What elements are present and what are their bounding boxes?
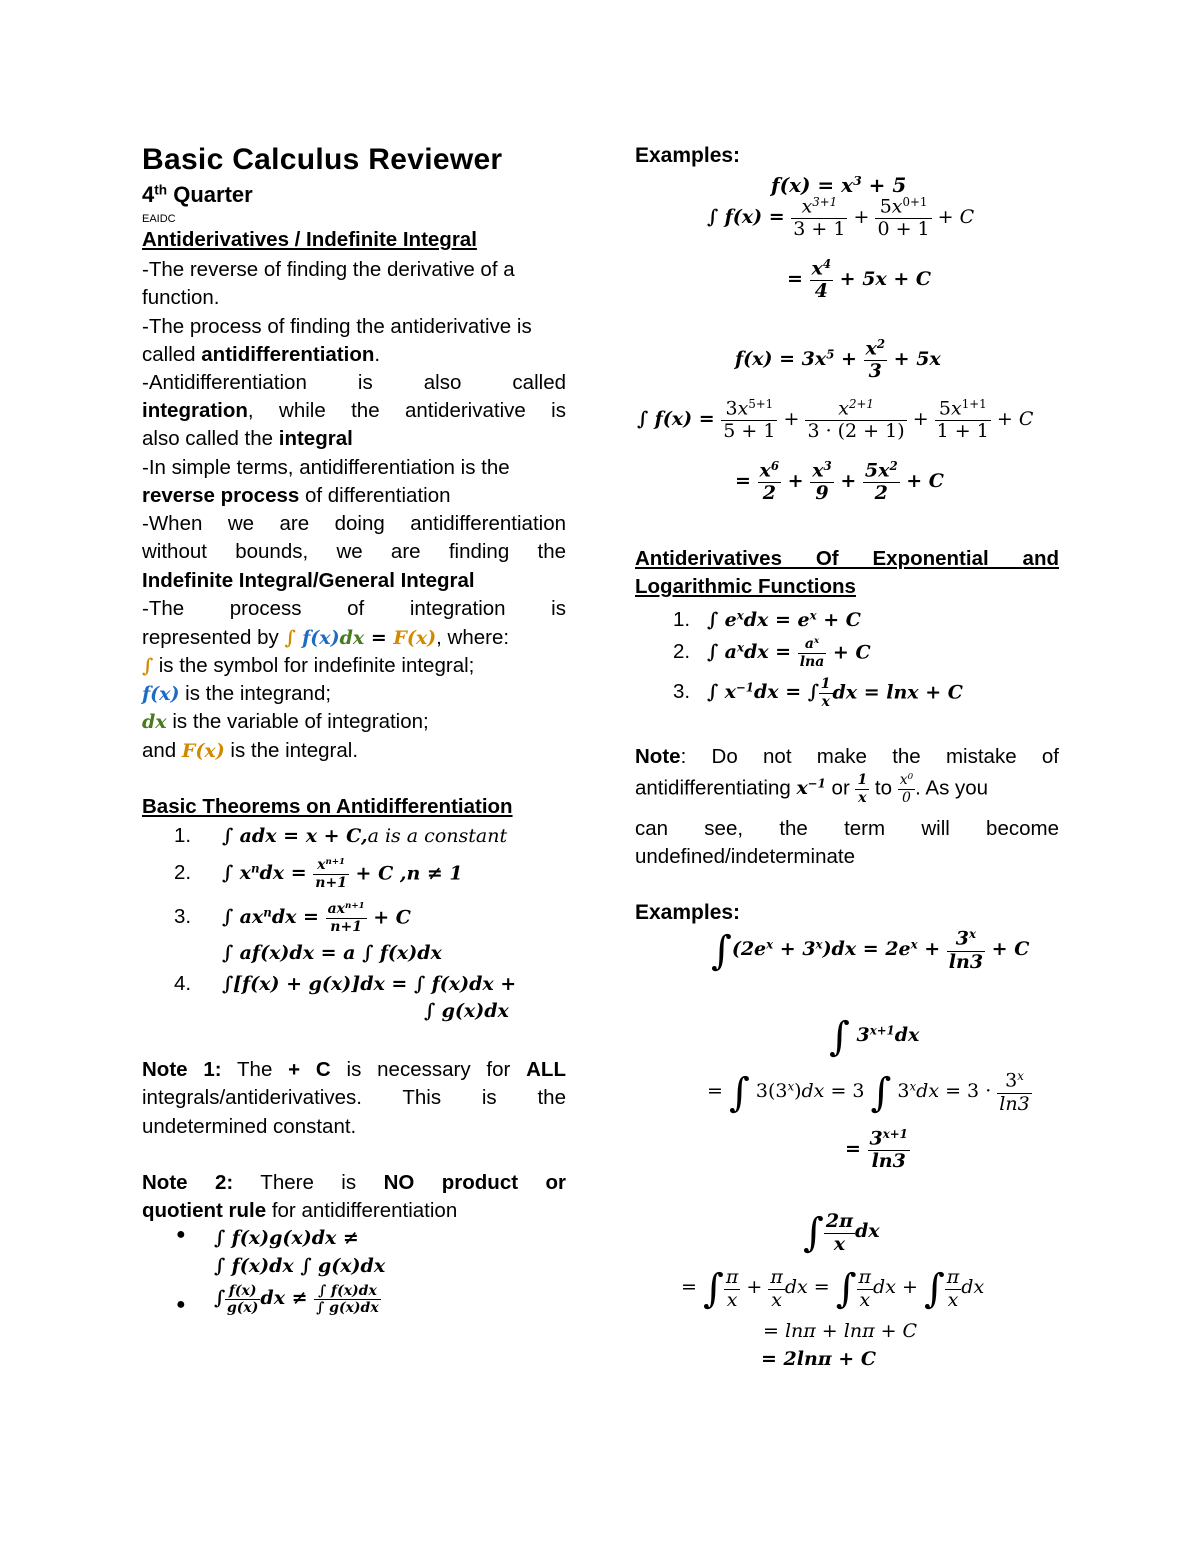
example-4-step: = ∫ $3(3^x)dx = 3$ ∫ $3^xdx = 3$ · $\frac{3^x}{\ln 3}$: [707, 1069, 1030, 1116]
note-1-line-1: Note 1: The + C is necessary for ALL: [142, 1058, 566, 1081]
paragraph-3-line-3: also called the integral: [142, 427, 353, 450]
paragraph-5-line-2: without bounds, we are finding the: [142, 540, 566, 563]
example-5-result-1: = lnπ + lnπ + C: [763, 1320, 918, 1342]
section-heading-exponential-line-1: Antiderivatives Of Exponential and: [635, 547, 1059, 570]
bullet-2: ●: [176, 1296, 186, 1313]
example-2-function: $f(x) = 3x^5$ + $\frac{x^2}{3}$ + 5x: [735, 337, 941, 383]
example-5-step: = ∫ $\frac{\pi}{x}$ + $\frac{\pi}{x}$ dx = ∫ $\frac{\pi}{x}$ dx + ∫ $\frac{\pi}{x}$ dx: [681, 1265, 985, 1312]
examples-heading-2: Examples:: [635, 901, 741, 924]
example-3: $\int(2e^x + 3^x)dx = 2e^x$ + $\frac{3^x}{\ln 3}$ + C: [711, 927, 1030, 974]
paragraph-4-line-1: -In simple terms, antidifferentiation is the: [142, 456, 510, 479]
section-heading-antiderivatives: Antiderivatives / Indefinite Integral: [142, 228, 477, 251]
note-2-line-1: Note 2: There is NO product or: [142, 1171, 566, 1194]
section-heading-exponential-line-2: Logarithmic Functions: [635, 575, 856, 598]
exp-rule-2: 2. ∫ $a^xdx$ = $\frac{a^x}{\ln a}$ + C: [673, 636, 871, 670]
page-title: Basic Calculus Reviewer: [142, 143, 503, 176]
examples-heading-1: Examples:: [635, 144, 741, 167]
note-1-line-2: integrals/antiderivatives. This is the: [142, 1086, 566, 1109]
paragraph-1: -The reverse of finding the derivative of a function.: [142, 258, 515, 310]
exp-rule-1: 1. ∫ $e^xdx = e^x + C$: [673, 608, 861, 632]
paragraph-6-line-2: represented by ∫ f(x)dx = F(x), where:: [142, 626, 510, 649]
bullet-1: ●: [176, 1226, 186, 1243]
note-2-line-2: quotient rule for antidifferentiation: [142, 1199, 458, 1222]
example-4-integral: ∫ $3^{x+1}dx$: [829, 1014, 920, 1060]
paragraph-5-line-3: Indefinite Integral/General Integral: [142, 569, 475, 592]
definition-integral-symbol: ∫ is the symbol for indefinite integral;: [142, 654, 475, 677]
theorem-1: 1. ∫ adx = x + C,a is a constant: [174, 824, 508, 847]
definition-integrand: f(x) is the integrand;: [142, 682, 332, 705]
paragraph-5-line-1: -When we are doing antidifferentiation: [142, 512, 566, 535]
exp-rule-3: 3. ∫ $x^{-1}dx$ = ∫ $\frac{1}{x}$ dx = lnx + C: [673, 676, 963, 710]
theorem-3: 3. ∫ $ax^ndx$ = $\frac{ax^{n+1}}{n+1}$ + C: [174, 901, 411, 935]
no-product-rule-line-1: ∫ f(x)g(x)dx ≠: [214, 1227, 359, 1249]
example-1-result: = $\frac{x^4}{4}$ + 5x + C: [787, 257, 932, 303]
paragraph-3-line-2: integration, while the antiderivative is: [142, 399, 566, 422]
no-quotient-rule: ∫ $\frac{f(x)}{g(x)}$ dx ≠ $\frac{\int f(x)dx}{\int g(x)dx}$: [214, 1283, 379, 1317]
note-line-2: antidifferentiating $x^{-1}$ or $\frac{1}{x}$ to $\frac{x^0}{0}$ . As you: [635, 772, 989, 806]
definition-variable: dx is the variable of integration;: [142, 710, 429, 733]
example-2-integral: ∫ f(x) = $\frac{3x^{5+1}}{5 + 1}$ + $\frac{x^{2+1}}{3 \cdot (2 + 1)}$ + $\frac{5x^{1+1}}{1 + 1}$ + C: [637, 397, 1034, 443]
note-1-line-3: undetermined constant.: [142, 1115, 357, 1138]
definition-integral: and F(x) is the integral.: [142, 739, 359, 762]
paragraph-6-line-1: -The process of integration is: [142, 597, 566, 620]
example-1-integral: ∫ f(x) = $\frac{x^{3+1}}{3 + 1}$ + $\frac{5x^{0+1}}{0 + 1}$ + C: [707, 195, 975, 241]
author-label: EAIDC: [142, 213, 176, 225]
note-line-4: undefined/indeterminate: [635, 845, 855, 868]
no-product-rule-line-2: ∫ f(x)dx ∫ g(x)dx: [214, 1255, 386, 1277]
theorem-4-continued: ∫ g(x)dx: [424, 1000, 509, 1022]
paragraph-3-line-1: -Antidifferentiation is also called: [142, 371, 566, 394]
example-5-result-2: = 2lnπ + C: [761, 1348, 876, 1370]
quarter-label: 4th Quarter: [142, 182, 253, 207]
section-heading-basic-theorems: Basic Theorems on Antidifferentiation: [142, 795, 513, 818]
theorem-4: 4. ∫[f(x) + g(x)]dx = ∫ f(x)dx +: [174, 972, 517, 995]
note-line-1: Note: Do not make the mistake of: [635, 745, 1059, 768]
note-line-3: can see, the term will become: [635, 817, 1059, 840]
example-2-result: = $\frac{x^6}{2}$ + $\frac{x^3}{9}$ + $\frac{5x^2}{2}$ + C: [735, 459, 944, 505]
example-4-result: = $\frac{3^{x+1}}{\ln 3}$: [845, 1127, 908, 1173]
paragraph-2: -The process of finding the antiderivative is called antidifferentiation.: [142, 315, 532, 367]
theorem-2: 2. ∫ $x^ndx$ = $\frac{x^{n+1}}{n+1}$ + C ,n ≠ 1: [174, 857, 463, 891]
example-5-integral: ∫ $\frac{2\pi}{x}$ dx: [803, 1209, 880, 1256]
example-1-function: $f(x) = x^3 + 5$: [771, 173, 907, 197]
theorem-3-constant-rule: ∫ af(x)dx = a ∫ f(x)dx: [222, 942, 442, 964]
paragraph-4-line-2: reverse process of differentiation: [142, 484, 451, 507]
